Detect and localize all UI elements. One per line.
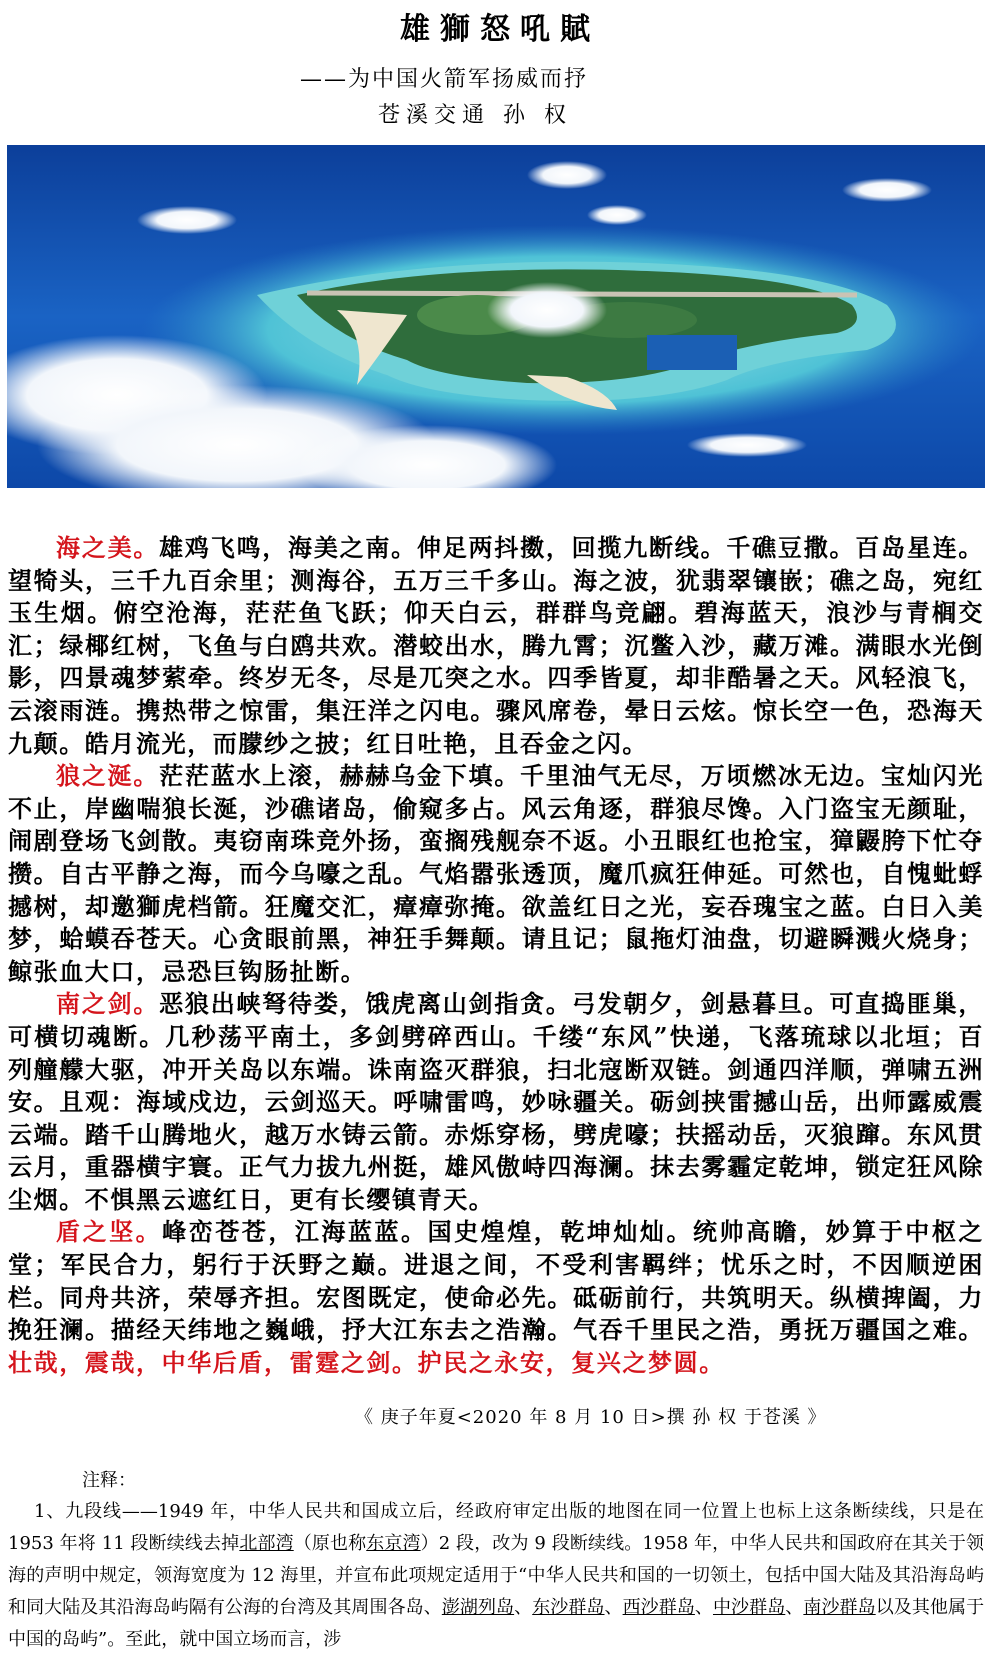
note-item — [8, 1496, 984, 1656]
signature-line: 《 庚子年夏<2020 年 8 月 10 日>撰 孙 权 于苍溪 》 — [355, 1407, 827, 1428]
section-heading: 南之剑。 — [56, 989, 160, 1019]
section-heading: 海之美。 — [56, 533, 160, 562]
section-text: 恶狼出峡弩待娄，饿虎离山剑指贪。弓发朝夕，剑悬暮旦。可直捣匪巢，可横切魂断。几秒荡平南土，多剑劈碎西山。千缕“东风”快递，飞落琉球以北垣；百列艟艨大驱，冲开关岛以东端。诛南盗灭群狼，扫北寇断双链。剑通四洋顺，弹啸五洲安。且观：海域戍边，云剑巡天。呼啸雷鸣，妙咏疆关。砺剑挟雷撼山岳，出师露威震云端。踏千山腾地火，越万水铸云箭。赤烁穿杨，劈虎嚎；扶摇动岳，灭狼蹿。东风贯云月，重器横宇寰。正气力拔九州挺，雄风傲峙四海澜。抹去雾霾定乾坤，锁定狂风除尘烟。不惧黑云遮红日，更有长缨镇青天。 — [8, 989, 984, 1214]
note-text: 以及其他属于中国的岛屿”。至此，就中国立场而言，涉 — [8, 1597, 985, 1650]
note-text: 、 — [514, 1597, 533, 1618]
section-heading: 盾之坚。 — [56, 1217, 163, 1247]
note-text: 1、九段线——1949 年，中华人民共和国成立后，经政府审定出版的地图在同一位置上也标上这条断续线，只是在 1953 年将 11 段断续线去掉 — [8, 1501, 984, 1554]
link-dongsha[interactable]: 东沙群岛 — [532, 1597, 605, 1618]
notes-body — [8, 1496, 984, 1656]
closing-line: 壮哉，震哉，中华后盾，雷霆之剑。护民之永安，复兴之梦圆。 — [8, 1347, 725, 1377]
page-title: 雄獅怒吼賦 — [400, 12, 600, 47]
section-wolf-greed — [8, 760, 984, 988]
section-text: 茫茫蓝水上滚，赫赫乌金下填。千里油气无尽，万顷燃冰无边。宝灿闪光不止，岸幽喘狼长涎，沙礁诸岛，偷窥多占。风云角逐，群狼尽馋。入门盗宝无颜耻，闹剧登场飞剑散。夷窃南珠竞外扬，蛮搁残舰奈不返。小丑眼红也抢宝，獐鼹胯下忙夺攒。自古平静之海，而今乌嚎之乱。气焰嚣张透顶，魔爪疯狂伸延。可然也，自愧蚍蜉撼树，却邀獅虎档箭。狂魔交汇，瘴瘴弥掩。欲盖红日之光，妄吞瑰宝之蓝。白日入美梦，蛤蟆吞苍天。心贪眼前黑，神狂手舞颠。请且记；鼠拖灯油盘，切避瞬溅火烧身；鲸张血大口，忌恐巨钩肠扯断。 — [8, 761, 984, 986]
section-shield — [8, 1216, 984, 1379]
link-nansha[interactable]: 南沙群岛 — [803, 1597, 876, 1618]
note-text: ）2 段，改为 9 段断续线。1958 年，中华人民共和国政府在其关于领海的声明中规定，领海宽度为 12 海里，并宣布此项规定适用于“中华人民共和国的一切领土，包括中国大陆及其沿海岛屿和同大陆及其沿海岛屿隔有公海的台湾及其周围各岛、 — [8, 1533, 984, 1618]
link-tonkin-gulf[interactable]: 东京湾 — [366, 1533, 421, 1554]
section-south-sword — [8, 988, 984, 1216]
link-penghu[interactable]: 澎湖列岛 — [441, 1597, 515, 1618]
island-illustration — [7, 145, 985, 488]
section-heading: 狼之涎。 — [56, 761, 160, 791]
notes-label: 注释： — [82, 1470, 136, 1491]
note-text: 、 — [604, 1597, 623, 1618]
note-text: （原也称 — [293, 1533, 367, 1554]
link-xisha[interactable]: 西沙群岛 — [622, 1597, 695, 1618]
link-beibu-gulf[interactable]: 北部湾 — [239, 1533, 294, 1554]
island-aerial-photo — [7, 145, 985, 488]
section-text: 峰峦苍苍，江海蓝蓝。国史煌煌，乾坤灿灿。统帅高瞻，妙算于中枢之堂；军民合力，躬行于沃野之巅。进退之间，不受利害羁绊；忧乐之时，不因顺逆困栏。同舟共济，荣辱齐担。宏图既定，使命必先。砥砺前行，共筑明天。纵横捭阖，力挽狂澜。描经天纬地之巍峨，抒大江东去之浩瀚。气吞千里民之浩，勇抚万疆国之难。 — [8, 1217, 984, 1345]
author-line: 苍溪交通 孙 权 — [378, 103, 572, 128]
section-sea-beauty — [8, 532, 984, 760]
essay-body — [8, 532, 984, 1379]
section-text: 雄鸡飞鸣，海美之南。伸足两抖擞，回揽九断线。千礁豆撒。百岛星连。望犄头，三千九百余里；测海谷，五万三千多山。海之波，犹翡翠镶嵌；礁之岛，宛红玉生烟。俯空沧海，茫茫鱼飞跃；仰天白云，群群鸟竞翩。碧海蓝天，浪沙与青榈交汇；绿椰红树，飞鱼与白鸥共欢。潜蛟出水，腾九霄；沉鳖入沙，藏万滩。满眼水光倒影，四景魂梦萦牵。终岁无冬，尽是兀突之水。四季皆夏，却非酷暑之天。风轻浪飞，云滚雨涟。携热带之惊雷，集汪洋之闪电。骤风席卷，晕日云炫。惊长空一色，恐海天九颠。皓月流光，而朦纱之披；红日吐艳，且吞金之闪。 — [8, 533, 984, 758]
note-text: 、 — [694, 1597, 713, 1618]
subtitle: ——为中国火箭军扬威而抒 — [300, 67, 589, 92]
note-text: 、 — [785, 1597, 804, 1618]
link-zhongsha[interactable]: 中沙群岛 — [712, 1597, 786, 1618]
